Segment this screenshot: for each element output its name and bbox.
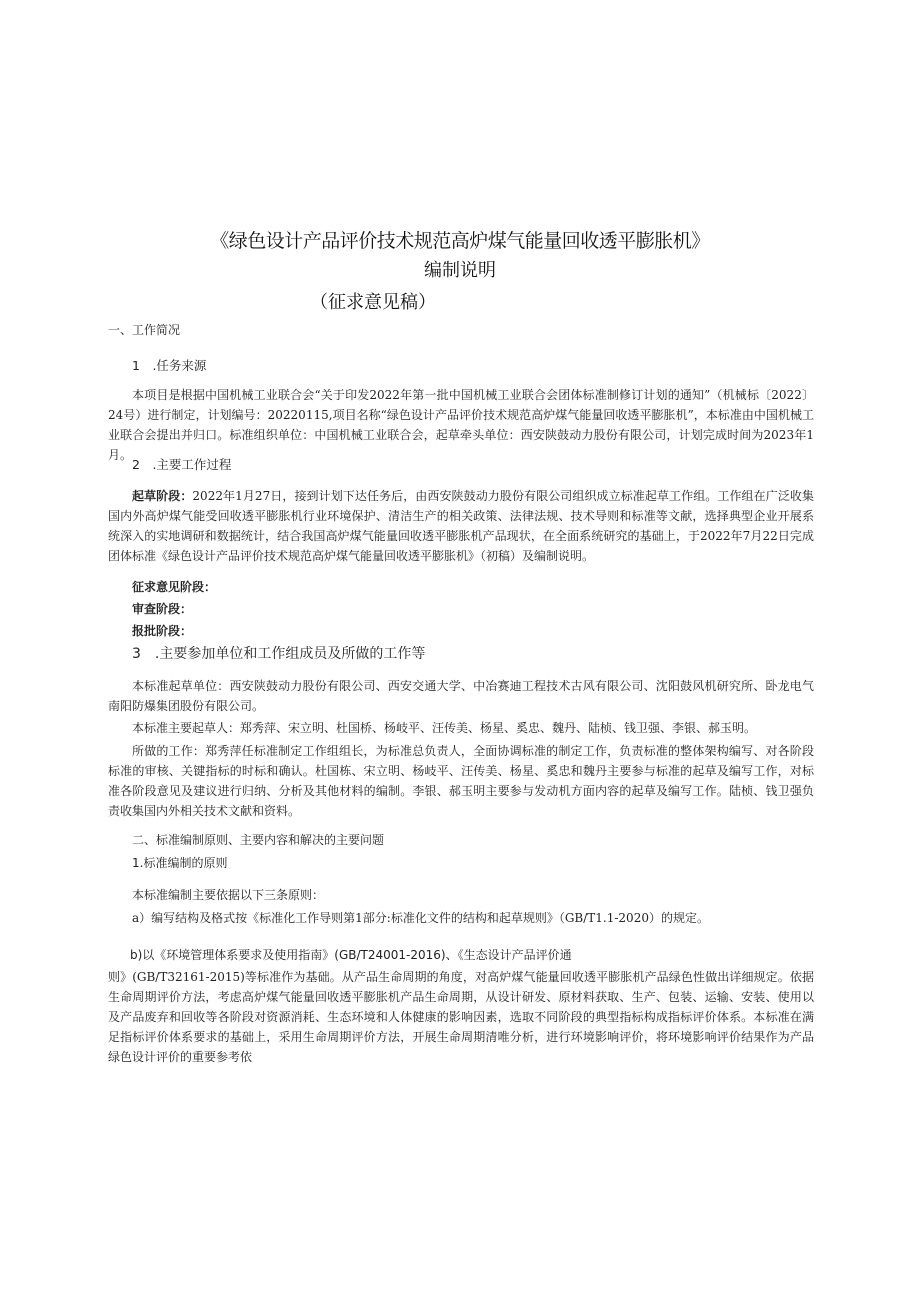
drafting-stage-text: 2022年1月27日，接到计划下达任务后，由西安陕鼓动力股份有限公司组织成立标准起草工作组。工作组在广泛收集国内外高炉煤气能受回收透平膨胀机行业环境保护、清洁生产的相关政策、法律法规、技术导则和标准等文献，选择典型企业开展系统深入的实地调研和数据统计，结合我国高炉煤气能量回收透平膨胀机产品现状，在全面系统研究的基础上，于2022年7月22日完成团体标准《绿色设计产品评价技术规范高炉煤气能量回收透平膨胀机》（初稿）及编制说明。	[108, 489, 814, 563]
principle-b-body: 则》(GB/T32161-2015)等标准作为基础。从产品生命周期的角度，对高炉煤气能量回收透平膨胀机产品绿色性做出详细规定。依据生命周期评价方法，考虑高炉煤气能量回收透平膨胀机产品生命周期，从设计研发、原材料获取、生产、包装、运输、安装、使用以及产品废弃和回收等各阶段对资源消耗、生态环境和人体健康的影响因素，选取不同阶段的典型指标构成指标评价体系。本标准在满足指标评价体系要求的基础上，采用生命周期评价方法，开展生命周期清唯分析，进行环境影响评价，将环境影响评价结果作为产品绿色设计评价的重要参考依	[108, 970, 814, 1064]
drafting-units-paragraph: 本标准起草单位：西安陕鼓动力股份有限公司、西安交通大学、中冶赛迪工程技术古风有限公司、沈阳鼓风机研究所、卧龙电气南阳防爆集团股份有限公司。	[108, 679, 814, 713]
drafting-stage-label: 起草阶段：	[132, 489, 193, 503]
document-title: 《绿色设计产品评价技术规范高炉煤气能量回收透平膨胀机》	[210, 230, 710, 252]
section-1-3-heading: 3 .主要参加单位和工作组成员及所做的工作等	[132, 646, 426, 662]
stage-approval: 报批阶段：	[132, 624, 193, 638]
stage-comment: 征求意见阶段：	[132, 580, 217, 594]
principle-a: a）编写结构及格式按《标准化工作导则第1部分:标准化文件的结构和起草规则》（GB/T1.1-2020）的规定。	[132, 911, 709, 925]
main-drafters-paragraph: 本标准主要起草人：郑秀萍、宋立明、杜国桥、杨岐平、汪传美、杨星、奚忠、魏丹、陆桢、钱卫强、李银、郝玉明。	[132, 721, 757, 735]
document-status: （征求意见稿）	[310, 292, 436, 313]
section-1-heading: 一、工作简况	[108, 323, 181, 337]
section-1-1-heading: 1 .任务来源	[132, 358, 207, 373]
task-source-paragraph: 本项目是根据中国机械工业联合会“关于印发2022年第一批中国机械工业联合会团体标准制修订计划的通知”（机械标〔2022〕24号）进行制定，计划编号：20220115,项目名称“绿色设计产品评价技术规范高炉煤气能量回收透平膨胀机”，本标准由中国机械工业联合会提出并归口。标准组织单位：中国机械工业联合会，起草牵头单位：西安陕鼓动力股份有限公司，计划完成时间为2023年1月。	[108, 388, 814, 462]
stage-review: 审查阶段：	[132, 602, 193, 616]
drafting-stage-paragraph	[108, 486, 814, 566]
section-2-heading: 二、标准编制原则、主要内容和解决的主要问题	[132, 833, 385, 847]
section-2-1-heading: 1.标准编制的原则	[132, 856, 228, 870]
section-1-2-heading: 2 .主要工作过程	[132, 457, 232, 472]
principle-b-first-line: b)以《环境管理体系要求及使用指南》(GB/T24001-2016)、《生态设计产品评价通	[130, 948, 572, 962]
work-done-paragraph: 所做的工作：郑秀萍任标准制定工作组组长，为标准总负责人，全面协调标准的制定工作，负责标准的整体架构编写、对各阶段标准的审核、关键指标的时标和确认。杜国栋、宋立明、杨岐平、汪传美、杨星、奚忠和魏丹主要参与标准的起草及编写工作，对标准各阶段意见及建议进行归纳、分析及其他材料的编制。李银、郝玉明主要参与发动机方面内容的起草及编写工作。陆桢、钱卫强负责收集国内外相关技术文献和资料。	[108, 744, 814, 818]
principles-intro: 本标准编制主要依据以下三条原则：	[132, 888, 325, 902]
document-subtitle: 编制说明	[424, 260, 496, 281]
